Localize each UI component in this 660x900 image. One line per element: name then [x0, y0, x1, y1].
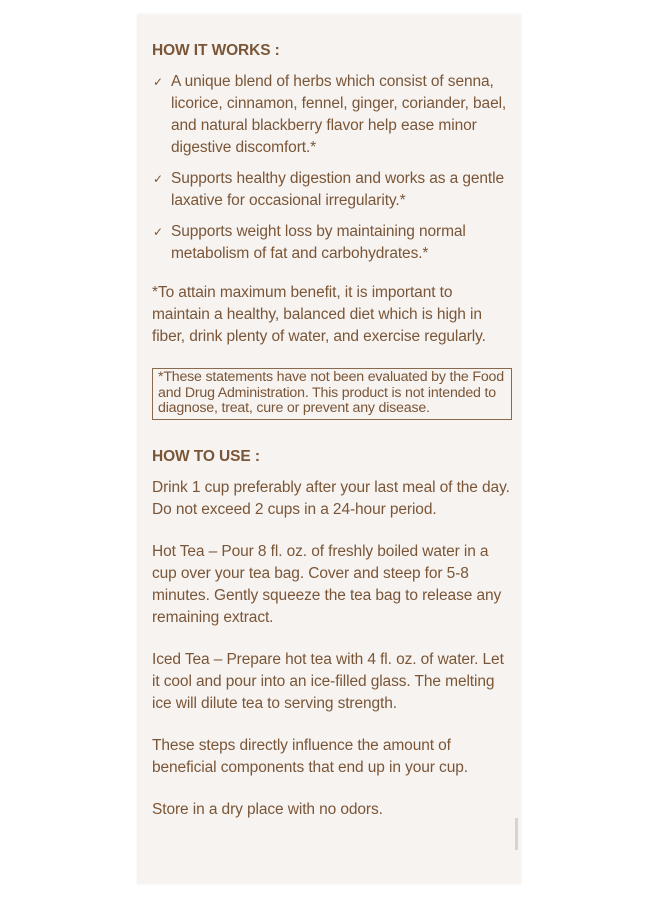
- storage-paragraph: Store in a dry place with no odors.: [152, 800, 383, 818]
- diet-note: *To attain maximum benefit, it is important to maintain a healthy, balanced diet which is high in fiber, drink plenty of water, and exercise regularly.: [152, 284, 486, 345]
- benefit-paragraph: These steps directly influence the amount of beneficial components that end up in your cup.: [152, 736, 468, 776]
- panel-edge-mark: [515, 818, 518, 850]
- label-content: [152, 40, 512, 841]
- list-item-text: Supports weight loss by maintaining normal metabolism of fat and carbohydrates.*: [171, 223, 466, 262]
- usage-paragraph: Drink 1 cup preferably after your last meal of the day. Do not exceed 2 cups in a 24-hour period.: [152, 478, 510, 518]
- how-it-works-heading: HOW IT WORKS :: [152, 42, 280, 59]
- list-item: [152, 221, 512, 265]
- fda-disclaimer-box: *These statements have not been evaluated by the Food and Drug Administration. This product is not intended to diagnose, treat, cure or prevent any disease.: [152, 368, 512, 420]
- list-item-text: A unique blend of herbs which consist of senna, licorice, cinnamon, fennel, ginger, coriander, bael, and natural blackberry flavor help ease minor digestive discomfort.*: [171, 73, 507, 156]
- how-to-use-heading: HOW TO USE :: [152, 447, 260, 465]
- iced-tea-paragraph: Iced Tea – Prepare hot tea with 4 fl. oz. of water. Let it cool and pour into an ice-filled glass. The melting ice will dilute tea to serving strength.: [152, 650, 504, 712]
- hot-tea-paragraph: Hot Tea – Pour 8 fl. oz. of freshly boiled water in a cup over your tea bag. Cover and steep for 5-8 minutes. Gently squeeze the tea bag to release any remaining extract.: [152, 542, 502, 626]
- list-item-text: Supports healthy digestion and works as a gentle laxative for occasional irregularity.*: [171, 170, 504, 209]
- list-item: [152, 168, 512, 212]
- checkmark-icon: ✓: [153, 172, 163, 186]
- checkmark-icon: ✓: [153, 225, 163, 239]
- how-it-works-list: [152, 71, 512, 265]
- checkmark-icon: ✓: [153, 75, 163, 89]
- list-item: [152, 71, 512, 159]
